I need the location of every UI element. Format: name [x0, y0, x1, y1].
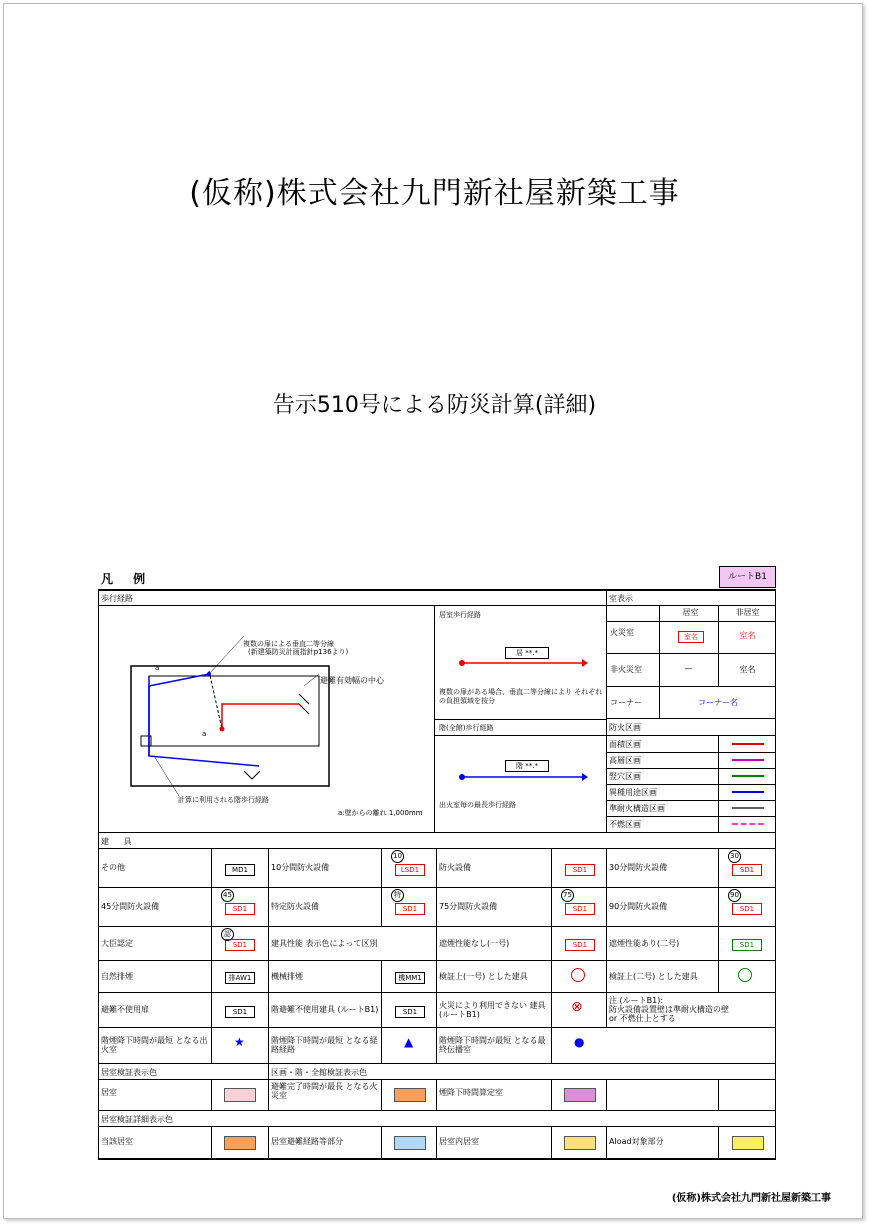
smoke-marker-icon: ▲	[404, 1035, 414, 1049]
row-fire-room: 火災室	[610, 628, 634, 637]
floor-route-tag: 階 **.*	[505, 760, 549, 772]
smoke-marker-icon: ●	[574, 1035, 585, 1049]
fitting-symbol: SD1	[395, 903, 425, 915]
fire-zone-line	[732, 775, 764, 777]
fire-zone-label: 竪穴区画	[609, 771, 641, 781]
row-nonfire-room: 非火災室	[610, 665, 642, 674]
fittings-header: 建 具	[101, 836, 138, 846]
fire-zone-label: 面積区画	[609, 739, 641, 749]
room-verify-header: 居室検証表示色	[101, 1067, 157, 1077]
fitting-mark: 45	[221, 889, 234, 902]
divider	[211, 1079, 212, 1110]
divider	[98, 1126, 776, 1127]
nonfire-living: —	[684, 664, 693, 673]
divider	[381, 992, 382, 1027]
fitting-label: 機械排煙	[271, 971, 303, 981]
room-route-note: 複数の扉がある場合、垂直二等分線により それぞれの負担領域を按分	[439, 688, 603, 705]
fire-zone-line	[732, 743, 764, 745]
col-living: 居室	[682, 608, 699, 617]
fitting-symbol: SD1	[732, 903, 762, 915]
detail-inner-label: 居室内居室	[439, 1137, 479, 1146]
fitting-mark: 30	[728, 850, 741, 863]
fitting-label: 階煙降下時間が最短 となる経路経路	[271, 1036, 378, 1054]
divider	[606, 926, 607, 960]
divider	[606, 887, 607, 926]
fitting-symbol: SD1	[565, 939, 595, 951]
fitting-label: 自然排煙	[101, 971, 133, 981]
verify-smoke-swatch	[564, 1088, 596, 1102]
label-a-bottom: a	[202, 730, 207, 738]
fitting-label: 特定防火設備	[271, 902, 319, 911]
divider	[606, 960, 607, 992]
divider	[268, 887, 269, 926]
frame-right	[775, 589, 776, 1160]
divider	[98, 832, 776, 833]
divider	[551, 1079, 552, 1110]
verify-smoke-label: 煙降下時間算定室	[439, 1088, 503, 1097]
fitting-symbol: 機MM1	[395, 972, 425, 984]
divider	[606, 848, 607, 887]
divider	[551, 992, 552, 1027]
fitting-label: 防火設備	[439, 863, 471, 872]
fire-room-nonliving: 室名	[739, 631, 756, 640]
fire-zones-header: 防火区画	[609, 722, 641, 732]
row-corner: コーナー	[610, 698, 642, 707]
divider	[381, 1079, 382, 1110]
divider	[98, 1079, 776, 1080]
divider	[381, 1126, 382, 1159]
verify-living-swatch	[224, 1088, 256, 1102]
verify-living-label: 居室	[101, 1088, 117, 1097]
detail-aload-label: Aload対象部分	[609, 1137, 664, 1146]
fitting-symbol: SD1	[565, 903, 595, 915]
divider	[98, 1110, 776, 1111]
divider	[381, 960, 382, 992]
floor-route-header: 階(全館)歩行経路	[439, 724, 494, 732]
divider	[211, 887, 212, 926]
divider	[434, 719, 606, 720]
divider	[718, 887, 719, 926]
divider	[606, 992, 607, 1027]
divider	[659, 605, 660, 718]
divider	[551, 960, 552, 992]
fitting-label: 注 (ルートB1): 防火設備設置壁は準耐火構造の壁 or 不燃仕上とする	[609, 996, 729, 1023]
fire-zone-line	[732, 759, 764, 761]
fitting-symbol: SD1	[395, 1006, 425, 1018]
divider	[268, 992, 269, 1027]
divider	[211, 848, 212, 887]
room-route-header: 居室歩行経路	[439, 611, 481, 619]
fitting-label: 階避難不使用建具 (ルートB1)	[271, 1005, 379, 1014]
fire-zone-line	[732, 823, 764, 825]
divider	[268, 848, 269, 887]
fitting-mark: 90	[728, 889, 741, 902]
page-title: (仮称)株式会社九門新社屋新築工事	[189, 176, 680, 211]
floor-route-arrow	[458, 771, 588, 783]
page-subtitle: 告示510号による防災計算(詳細)	[272, 393, 597, 418]
note-distance: a:壁からの離れ 1,000mm	[338, 809, 423, 817]
label-a-top: a	[155, 664, 160, 672]
divider	[434, 735, 606, 736]
divider	[436, 1027, 437, 1063]
verify-circle-icon	[571, 968, 585, 982]
fire-zone-label: 準耐火構造区画	[609, 803, 665, 813]
detail-route-swatch	[394, 1136, 426, 1150]
fitting-label: その他	[101, 863, 125, 872]
divider	[211, 926, 212, 960]
note-bisector: 複数の扉による垂直二等分線	[243, 640, 334, 648]
fitting-label: 検証上(一号) とした建具	[439, 971, 528, 981]
detail-target-swatch	[224, 1136, 256, 1150]
divider	[606, 686, 776, 687]
smoke-marker-icon: ★	[234, 1035, 245, 1049]
divider	[718, 1079, 719, 1110]
frame-bottom	[98, 1158, 776, 1160]
divider	[211, 1027, 212, 1063]
fitting-symbol: SD1	[225, 903, 255, 915]
divider	[551, 887, 552, 926]
room-verify-detail-header: 居室検証詳細表示色	[101, 1114, 173, 1124]
divider	[381, 887, 382, 926]
divider	[381, 1027, 382, 1063]
divider	[268, 926, 269, 960]
fitting-label: 75分間防火設備	[439, 902, 498, 911]
note-center: 避難有効幅の中心	[320, 676, 384, 685]
fitting-label: 階煙降下時間が最短 となる最終伝播室	[439, 1036, 546, 1054]
divider	[718, 1126, 719, 1159]
divider	[606, 1079, 607, 1110]
fire-zone-line	[732, 791, 764, 793]
fitting-label: 10分間防火設備	[271, 863, 330, 872]
fitting-label: 90分間防火設備	[609, 902, 668, 911]
fire-room-living: 室名	[678, 631, 704, 643]
fitting-label: 避難不使用扉	[101, 1005, 149, 1014]
divider	[268, 1063, 269, 1110]
divider	[211, 992, 212, 1027]
divider	[381, 848, 382, 887]
fitting-mark: 認	[221, 928, 234, 941]
fire-zone-label: 異種用途区画	[609, 787, 657, 797]
room-route-arrow	[458, 657, 588, 669]
fire-zone-label: 高層区画	[609, 755, 641, 765]
col-nonliving: 非居室	[735, 608, 760, 617]
divider	[551, 926, 552, 960]
fitting-symbol: LSD1	[395, 864, 425, 876]
fitting-label: 遮煙性能なし(一号)	[439, 938, 510, 948]
fire-zone-label: 不燃区画	[609, 819, 641, 829]
detail-route-label: 居室避難経路等部分	[271, 1137, 343, 1146]
divider	[436, 887, 437, 926]
note-bisector-ref: (新建築防災計画指針p136より)	[248, 648, 349, 656]
floor-route-note: 出火室毎の最長歩行経路	[439, 801, 516, 809]
fitting-label: 階煙降下時間が最短 となる出火室	[101, 1036, 208, 1054]
legend-title: 凡 例	[101, 572, 154, 586]
fitting-symbol: SD1	[732, 864, 762, 876]
fitting-mark: 10	[391, 850, 404, 863]
divider	[551, 1126, 552, 1159]
fitting-symbol: SD1	[732, 939, 762, 951]
fitting-mark: 75	[561, 889, 574, 902]
zone-verify-header: 区画・階・全館検証表示色	[271, 1067, 367, 1077]
corner-name: コーナー名	[698, 698, 738, 707]
divider	[606, 589, 607, 832]
divider	[718, 960, 719, 992]
fitting-symbol: MD1	[225, 864, 255, 876]
fitting-symbol: SD1	[565, 864, 595, 876]
divider	[436, 992, 437, 1027]
detail-target-label: 当該居室	[101, 1137, 133, 1146]
divider	[268, 1126, 269, 1159]
divider	[211, 960, 212, 992]
fitting-label: 大臣認定	[101, 938, 133, 948]
route-badge: ルートB1	[719, 566, 776, 588]
divider	[718, 926, 719, 960]
room-route-tag: 居 **.*	[505, 647, 549, 659]
note-floor-route: 計算に利用される階歩行経路	[178, 796, 269, 804]
divider	[436, 848, 437, 887]
fitting-label: 火災により利用できない 建具 (ルートB1)	[439, 1000, 546, 1019]
room-display-header: 室表示	[609, 593, 633, 603]
fitting-symbol: SD1	[225, 1006, 255, 1018]
fitting-symbol: 排AW1	[225, 972, 255, 984]
divider	[98, 1063, 776, 1064]
verify-circle-icon	[738, 968, 752, 982]
fire-zone-line	[732, 807, 764, 809]
footer-project: (仮称)株式会社九門新社屋新築工事	[671, 1193, 831, 1204]
divider	[606, 605, 776, 606]
divider	[436, 960, 437, 992]
fitting-label: 45分間防火設備	[101, 902, 160, 911]
divider	[268, 960, 269, 992]
divider	[718, 605, 719, 686]
fitting-label: 30分間防火設備	[609, 863, 668, 872]
fitting-symbol: SD1	[225, 939, 255, 951]
verify-longest-swatch	[394, 1088, 426, 1102]
divider	[551, 1027, 552, 1063]
divider	[606, 718, 776, 719]
detail-aload-swatch	[732, 1136, 764, 1150]
walking-route-header: 歩行経路	[101, 593, 133, 603]
divider	[606, 621, 776, 622]
frame-top	[98, 589, 776, 591]
verify-longest-label: 避難完了時間が最長 となる火災室	[271, 1082, 378, 1100]
divider	[718, 848, 719, 887]
divider	[606, 653, 776, 654]
divider	[436, 1079, 437, 1110]
fitting-label: 検証上(二号) とした建具	[609, 971, 698, 981]
nonfire-nonliving: 室名	[739, 665, 756, 674]
divider	[606, 1126, 607, 1159]
divider	[436, 926, 437, 960]
fitting-label: 遮煙性能あり(二号)	[609, 938, 680, 948]
divider	[551, 848, 552, 887]
divider	[211, 1126, 212, 1159]
legend-table	[98, 589, 776, 1159]
divider	[436, 1126, 437, 1159]
detail-inner-swatch	[564, 1136, 596, 1150]
unusable-cross-icon: ⊗	[571, 999, 583, 1015]
fitting-mark: 特	[391, 889, 404, 902]
fitting-label: 建具性能 表示色によって区別	[271, 938, 378, 948]
divider	[268, 1027, 269, 1063]
